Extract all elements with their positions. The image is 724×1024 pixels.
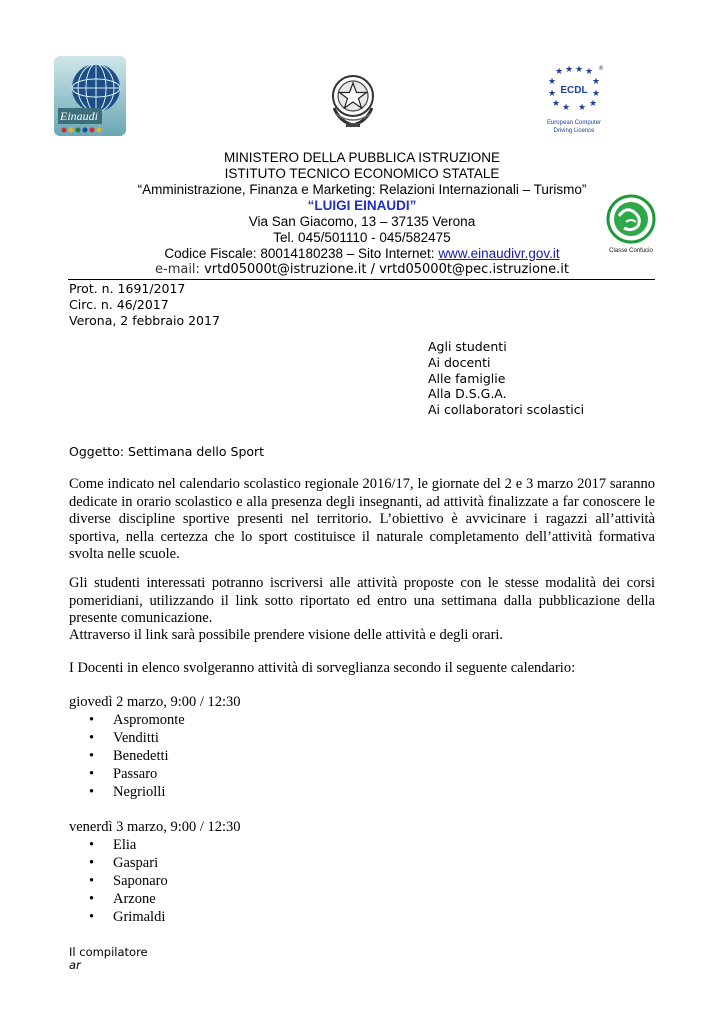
list-item: • Saponaro (69, 872, 241, 890)
list-item: • Negriolli (69, 783, 241, 801)
schedule-day-heading: giovedì 2 marzo, 9:00 / 12:30 (69, 694, 241, 710)
institute-specialization-line: “Amministrazione, Finanza e Marketing: Relazioni Internazionali – Turismo” (137, 182, 587, 197)
ecdl-caption-line2: Driving Licence (553, 128, 595, 134)
teacher-list (69, 836, 241, 926)
list-item: • Benedetti (69, 747, 241, 765)
svg-text:★: ★ (562, 103, 571, 113)
fiscal-code-line (0, 246, 724, 262)
recipient-item: Alla D.S.G.A. (428, 386, 507, 402)
ecdl-caption-line1: European Computer (546, 120, 602, 126)
svg-text:★: ★ (592, 77, 601, 87)
recipient-item: Ai docenti (428, 354, 491, 370)
list-item: • Aspromonte (69, 711, 241, 729)
email-label: e-mail: (155, 262, 200, 277)
ecdl-logo (540, 60, 608, 138)
website-link[interactable]: www.einaudivr.gov.it (438, 246, 560, 261)
svg-text:★: ★ (552, 99, 561, 109)
subject-line: Oggetto: Settimana dello Sport (69, 444, 265, 459)
email-line (0, 262, 724, 278)
list-item: • Elia (69, 836, 241, 854)
svg-text:★: ★ (548, 89, 557, 99)
school-address: Via San Giacomo, 13 – 37135 Verona (248, 214, 476, 229)
einaudi-logo (54, 56, 126, 136)
compiler-initials: ar (69, 958, 81, 972)
fiscal-code-text: Codice Fiscale: 80014180238 – Sito Internet: (164, 246, 435, 261)
ministry-line: MINISTERO DELLA PUBBLICA ISTRUZIONE (223, 150, 501, 165)
ecdl-logo-text: ECDL (560, 85, 588, 96)
svg-text:★: ★ (548, 77, 557, 87)
footer (69, 946, 148, 972)
recipient-item: Alle famiglie (428, 370, 506, 386)
svg-text:★: ★ (575, 65, 584, 75)
school-phone: Tel. 045/501110 - 045/582475 (273, 230, 451, 245)
svg-text:®: ® (598, 65, 604, 72)
svg-text:★: ★ (592, 89, 601, 99)
schedule-day-1 (69, 693, 241, 801)
schedule-day-heading: venerdì 3 marzo, 9:00 / 12:30 (69, 819, 241, 835)
recipient-item: Ai collaboratori scolastici (428, 402, 585, 418)
protocol-number: Prot. n. 1691/2017 (69, 281, 186, 296)
body-paragraph-3: Attraverso il link sarà possibile prendere visione delle attività e degli orari. (69, 627, 504, 643)
email-addresses[interactable]: vrtd05000t@istruzione.it / vrtd05000t@pec.istruzione.it (204, 262, 569, 277)
body-paragraph-2: Gli studenti interessati potranno iscriversi alle attività proposte con le stesse modalità dei corsi pomeridiani, utilizzando il link sotto riportato ed entro una settimana dalla pubblicazione della presente comunicazione. (69, 575, 655, 627)
list-item: • Gaspari (69, 854, 241, 872)
school-name: “LUIGI EINAUDI” (307, 198, 417, 213)
list-item: • Venditti (69, 729, 241, 747)
svg-text:★: ★ (565, 65, 574, 75)
svg-text:★: ★ (578, 103, 587, 113)
svg-text:★: ★ (555, 67, 564, 77)
recipients-block (428, 339, 584, 418)
compiler-label: Il compilatore (69, 945, 148, 959)
list-item: • Grimaldi (69, 908, 241, 926)
einaudi-logo-text: Einaudi (60, 109, 98, 123)
letter-date: Verona, 2 febbraio 2017 (69, 313, 220, 328)
recipient-item: Agli studenti (428, 339, 507, 354)
confucio-label: Classe Confucio (609, 248, 653, 254)
teacher-list (69, 711, 241, 801)
header-divider (68, 279, 655, 280)
schedule-day-2 (69, 818, 241, 926)
list-item: • Arzone (69, 890, 241, 908)
svg-text:★: ★ (585, 67, 594, 77)
list-item: • Passaro (69, 765, 241, 783)
svg-text:★: ★ (589, 99, 598, 109)
institute-type-line: ISTITUTO TECNICO ECONOMICO STATALE (224, 166, 500, 181)
republic-emblem-icon (328, 68, 378, 130)
circular-number: Circ. n. 46/2017 (69, 297, 169, 312)
body-paragraph-4: I Docenti in elenco svolgeranno attività di sorveglianza secondo il seguente calendario: (69, 660, 576, 676)
body-paragraph-1: Come indicato nel calendario scolastico regionale 2016/17, le giornate del 2 e 3 marzo 2017 saranno dedicate in orario scolastico e alla presenza degli insegnanti, ad attività finalizzate a far conoscere le diverse discipline sportive presenti nel territorio. L’obiettivo è avvicinare i ragazzi all’attività sportiva, nella certezza che lo sport costituisce il naturale completamento dell’attività formativa svolta nelle scuole. (69, 476, 655, 563)
